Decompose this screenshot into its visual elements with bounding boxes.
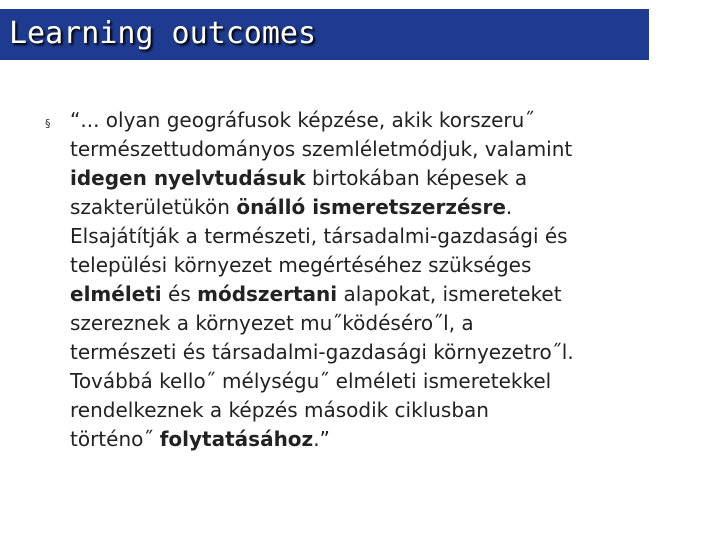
paragraph-line: [70, 309, 710, 338]
text-segment: és: [161, 282, 198, 306]
slide-title: Learning outcomes: [9, 16, 317, 51]
text-segment: települési környezet megértéséhez szükséges: [70, 253, 532, 277]
bold-phrase: önálló ismeretszerzésre: [236, 195, 506, 219]
text-segment: .: [505, 195, 513, 219]
text-segment: történo˝: [70, 427, 160, 451]
paragraph-line: [70, 338, 710, 367]
bullet-paragraph: [70, 106, 710, 454]
bold-phrase: módszertani: [197, 282, 338, 306]
bold-phrase: idegen nyelvtudásuk: [70, 166, 306, 190]
bold-phrase: elméleti: [70, 282, 162, 306]
paragraph-line: [70, 251, 710, 280]
text-segment: birtokában képesek a: [305, 166, 528, 190]
text-segment: “... olyan geográfusok képzése, akik korszeru˝: [70, 108, 535, 132]
bold-phrase: folytatásához: [159, 427, 314, 451]
text-segment: alapokat, ismereteket: [337, 282, 562, 306]
text-segment: Továbbá kello˝ mélységu˝ elméleti ismeretekkel: [70, 369, 552, 393]
text-segment: szereznek a környezet mu˝ködéséro˝l, a: [70, 311, 474, 335]
paragraph-line: [70, 425, 710, 454]
paragraph-line: [70, 193, 710, 222]
bullet-marker: §: [45, 117, 51, 130]
paragraph-line: [70, 164, 710, 193]
text-segment: rendelkeznek a képzés második ciklusban: [70, 398, 489, 422]
text-segment: szakterületükön: [70, 195, 237, 219]
paragraph-line: [70, 106, 710, 135]
text-segment: természettudományos szemléletmódjuk, valamint: [70, 137, 573, 161]
paragraph-line: [70, 222, 710, 251]
text-segment: .”: [313, 427, 330, 451]
text-segment: természeti és társadalmi-gazdasági környezetro˝l.: [70, 340, 574, 364]
text-segment: Elsajátítják a természeti, társadalmi-gazdasági és: [70, 224, 568, 248]
paragraph-line: [70, 396, 710, 425]
paragraph-line: [70, 135, 710, 164]
paragraph-line: [70, 367, 710, 396]
paragraph-line: [70, 280, 710, 309]
